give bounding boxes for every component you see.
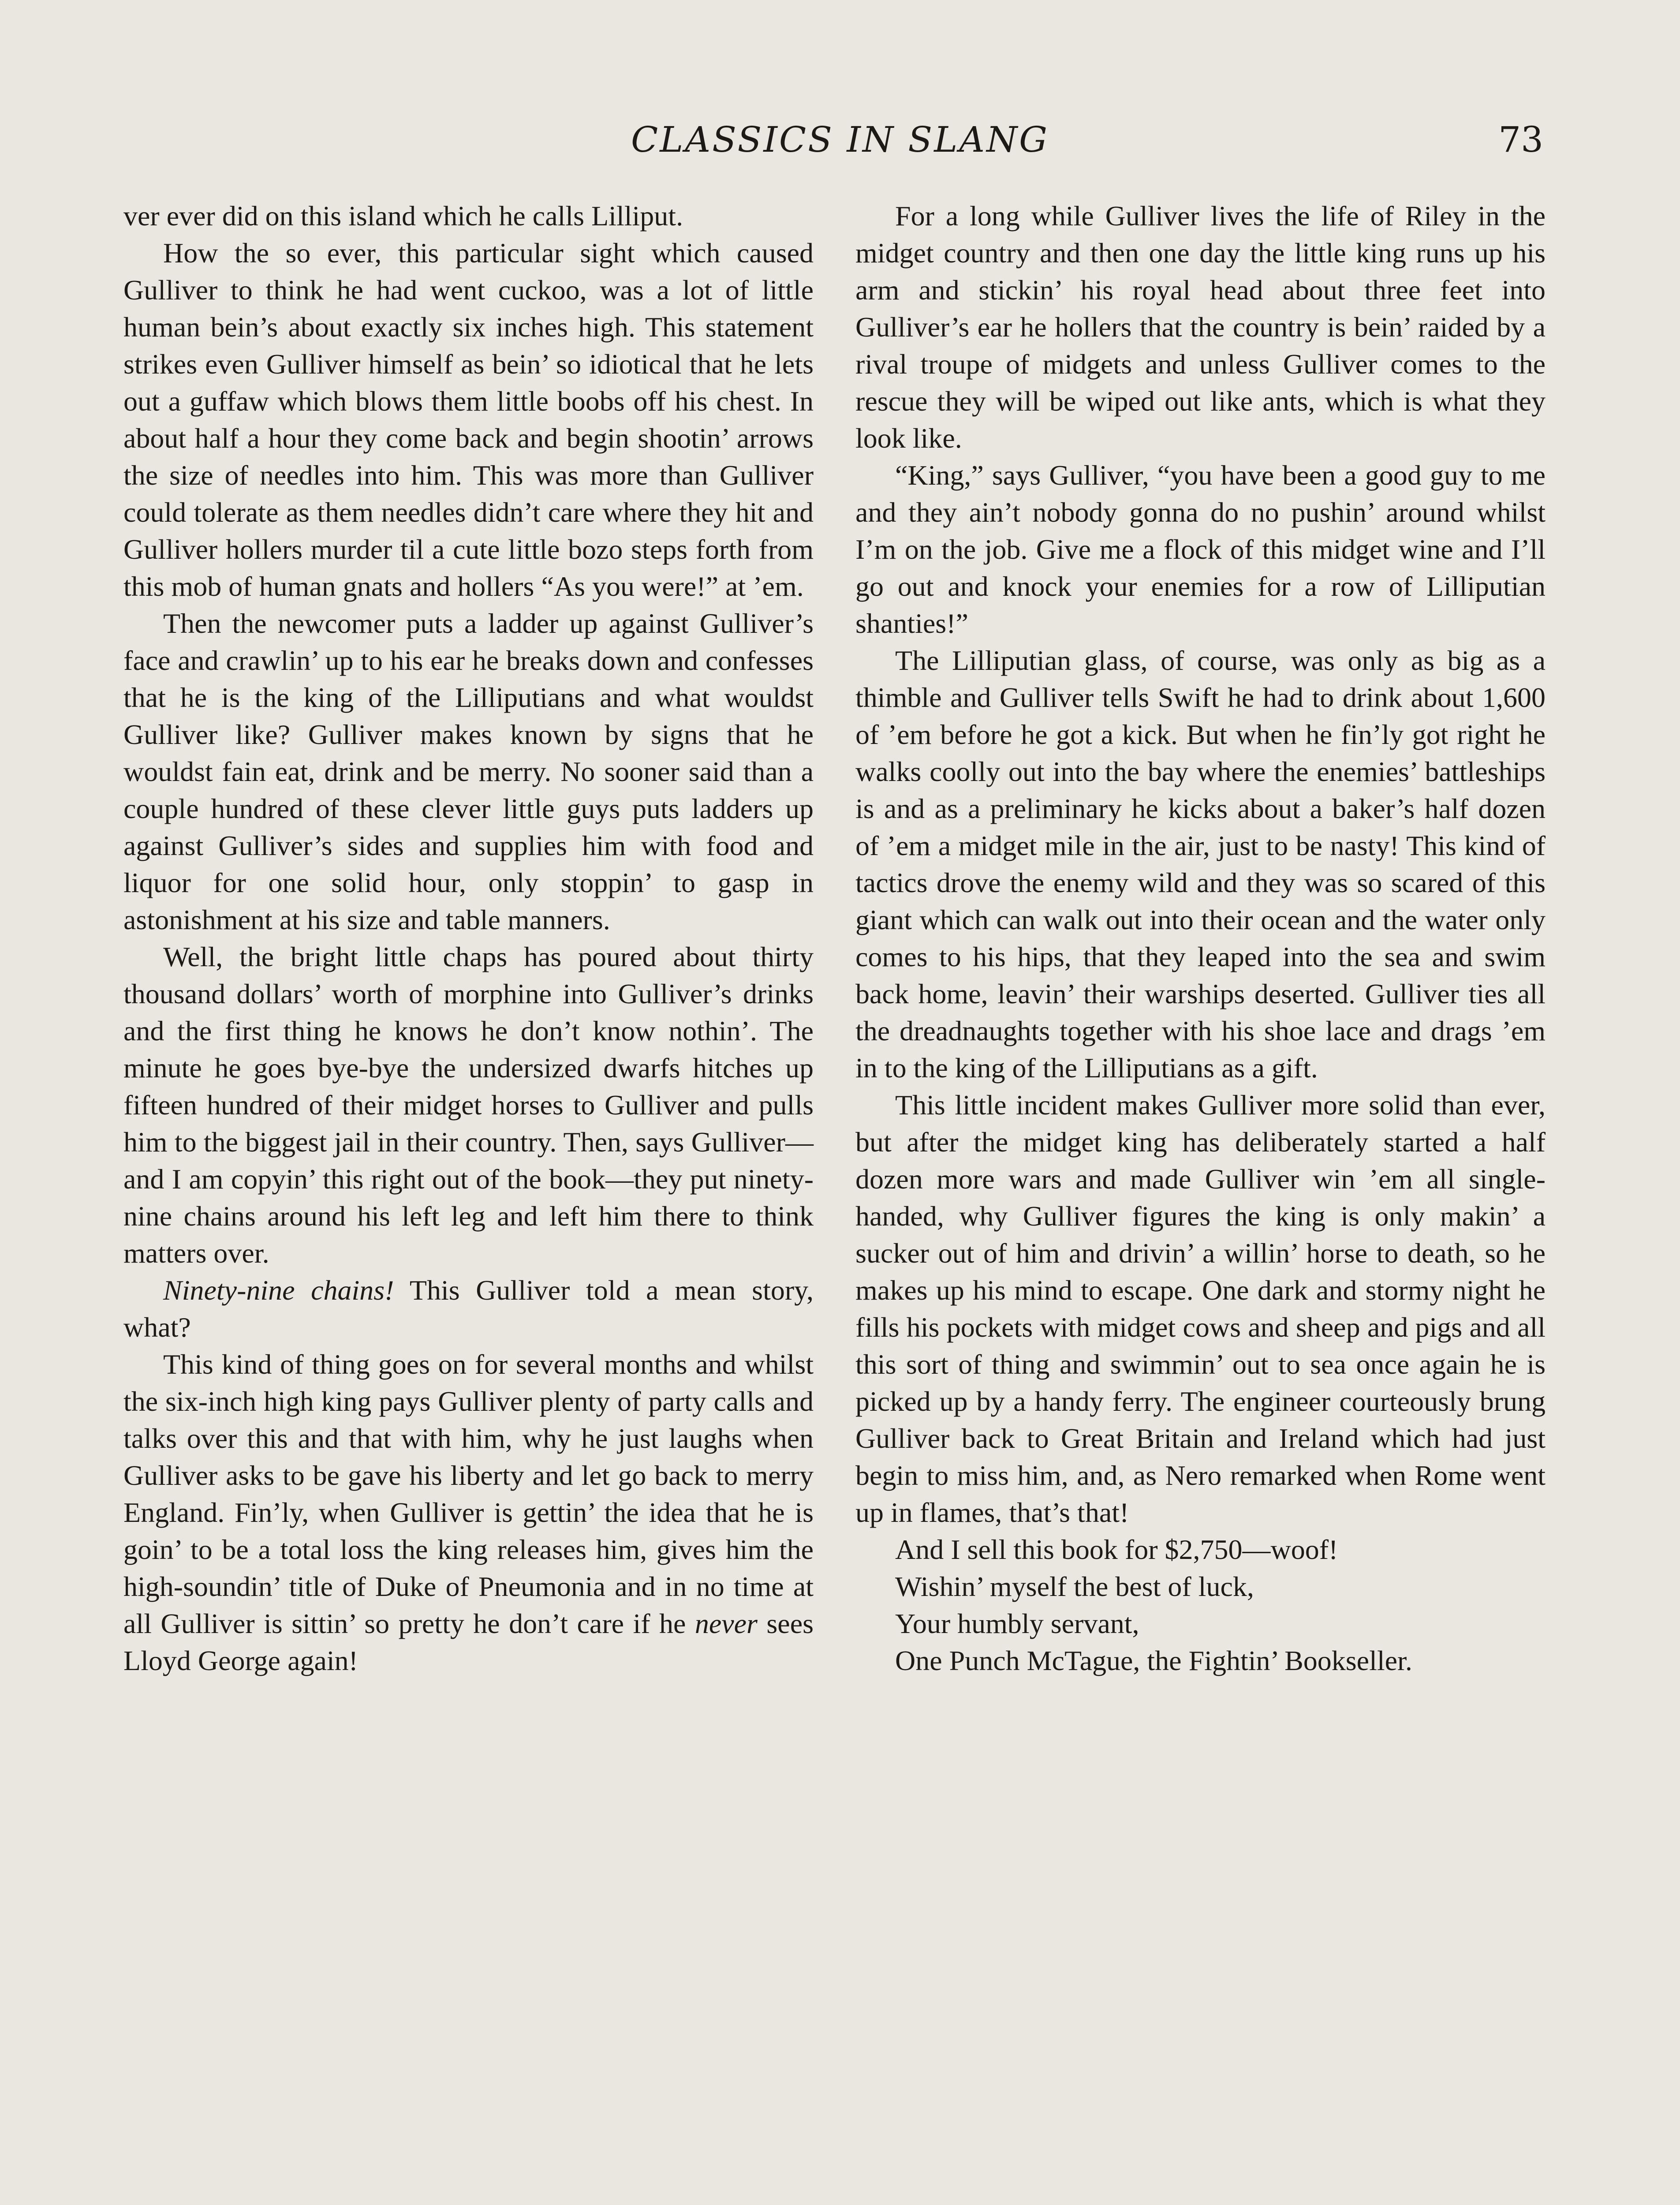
closing-line: Your humbly servant, xyxy=(895,1608,1139,1639)
paragraph: ver ever did on this island which he calls Lilliput. xyxy=(123,200,683,232)
paragraph xyxy=(123,1346,814,1679)
paragraph: This little incident makes Gulliver more solid than ever, but after the midget king has deliberately started a half dozen more wars and made Gulliver win ’em all single-handed, why Gulliver figures the king is only makin’ a sucker out of him and drivin’ a willin’ horse to death, so he makes up his mind to escape. One dark and stormy night he fills his pockets with midget cows and sheep and pigs and all this sort of thing and swimmin’ out to sea once again he is picked up by a handy ferry. The engineer courteously brung Gulliver back to Great Britain and Ireland which had just begin to miss him, and, as Nero remarked when Rome went up in flames, that’s that! xyxy=(855,1089,1546,1528)
closing-line: Wishin’ myself the best of luck, xyxy=(895,1571,1254,1602)
signature-line: One Punch McTague, the Fightin’ Bookseller. xyxy=(895,1645,1412,1676)
paragraph: How the so ever, this particular sight which caused Gulliver to think he had went cuckoo, was a lot of little human bein’s about exactly six inches high. This statement strikes even Gulliver himself as bein’ so idiotical that he lets out a guffaw which blows them little boobs off his chest. In about half a hour they come back and begin shootin’ arrows the size of needles into him. This was more than Gulliver could tolerate as them needles didn’t care where they hit and Gulliver hollers murder til a cute little bozo steps forth from this mob of human gnats and hollers “As you were!” at ’em. xyxy=(123,237,814,602)
italic-word: never xyxy=(694,1608,758,1639)
paragraph: Well, the bright little chaps has poured about thirty thousand dollars’ worth of morphine into Gulliver’s drinks and the first thing he knows he don’t know nothin’. The minute he goes bye-bye the undersized dwarfs hitches up fifteen hundred of their midget horses to Gulliver and pulls him to the biggest jail in their country. Then, says Gulliver—and I am copyin’ this right out of the book—they put ninety-nine chains around his left leg and left him there to think matters over. xyxy=(123,941,814,1269)
paragraph xyxy=(123,1272,814,1346)
paragraph-text: This Gulliver told a mean story, what? xyxy=(123,1274,814,1343)
paragraph: Then the newcomer puts a ladder up against Gulliver’s face and crawlin’ up to his ear he breaks down and confesses that he is the king of the Lilliputians and what wouldst Gulliver like? Gulliver makes known by signs that he wouldst fain eat, drink and be merry. No sooner said than a couple hundred of these clever little guys puts ladders up against Gulliver’s sides and supplies him with food and liquor for one solid hour, only stoppin’ to gasp in astonishment at his size and table manners. xyxy=(123,608,814,935)
left-column xyxy=(123,198,814,1679)
italic-phrase: Ninety-nine chains! xyxy=(163,1274,394,1306)
page-number: 73 xyxy=(1498,119,1543,160)
right-column xyxy=(855,198,1546,1679)
page-header xyxy=(0,119,1680,168)
paragraph-text: This kind of thing goes on for several months and whilst the six-inch high king pays Gulliver plenty of party calls and talks over this and that with him, why he just laughs when Gulliver asks to be gave his liberty and let go back to merry England. Fin’ly, when Gulliver is gettin’ the idea that he is goin’ to be a total loss the king releases him, gives him the high-soundin’ title of Duke of Pneumonia and in no time at all Gulliver is sittin’ so pretty he don’t care if he xyxy=(123,1349,814,1639)
paragraph-text: sees Lloyd George again! xyxy=(123,1608,814,1676)
running-title: CLASSICS IN SLANG xyxy=(631,119,1049,160)
paragraph: For a long while Gulliver lives the life of Riley in the midget country and then one day the little king runs up his arm and stickin’ his royal head about three feet into Gulliver’s ear he hollers that the country is bein’ raided by a rival troupe of midgets and unless Gulliver comes to the rescue they will be wiped out like ants, which is what they look like. xyxy=(855,200,1546,454)
paragraph: The Lilliputian glass, of course, was only as big as a thimble and Gulliver tells Swift he had to drink about 1,600 of ’em before he got a kick. But when he fin’ly got right he walks coolly out into the bay where the enemies’ battleships is and as a preliminary he kicks about a baker’s half dozen of ’em a midget mile in the air, just to be nasty! This kind of tactics drove the enemy wild and they was so scared of this giant which can walk out into their ocean and the water only comes to his hips, that they leaped into the sea and swim back home, leavin’ their warships deserted. Gulliver ties all the dreadnaughts together with his shoe lace and drags ’em in to the king of the Lilliputians as a gift. xyxy=(855,645,1546,1084)
closing-line: And I sell this book for $2,750—woof! xyxy=(895,1534,1338,1565)
paragraph: “King,” says Gulliver, “you have been a good guy to me and they ain’t nobody gonna do no pushin’ around whilst I’m on the job. Give me a flock of this midget wine and I’ll go out and knock your enemies for a row of Lilliputian shanties!” xyxy=(855,460,1546,639)
